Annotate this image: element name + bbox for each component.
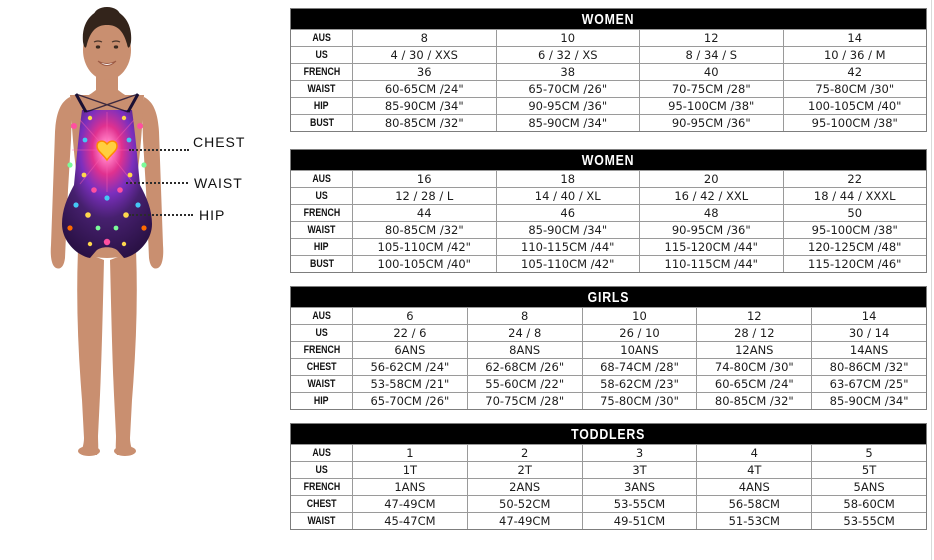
size-cell: 95-100CM /38" [811, 223, 898, 237]
table-row [291, 114, 926, 131]
size-cell: 36 [353, 64, 497, 80]
size-cell: 95-100CM /38" [640, 98, 784, 114]
size-cell: 50-52CM [468, 496, 583, 512]
table-row [291, 495, 926, 512]
right-leg [110, 250, 137, 455]
size-cell: 10 [497, 30, 641, 46]
size-cell: 18 / 44 / XXXL [813, 189, 896, 203]
row-label: AUS [291, 171, 353, 187]
size-cell: 40 [640, 64, 784, 80]
size-cell: 53-55CM [843, 514, 895, 528]
row-label: CHEST [291, 496, 353, 512]
row-label: FRENCH [291, 479, 353, 495]
size-cell: 65-70CM /26" [353, 393, 468, 409]
size-cell: 14 [847, 31, 863, 45]
table-title-bar [291, 424, 926, 444]
size-cell: 80-85CM /32" [353, 115, 497, 131]
size-table-women-0 [290, 8, 927, 132]
size-cell: 1T [353, 462, 468, 478]
size-cell: 80-85CM /32" [697, 393, 812, 409]
size-cell: 90-95CM /36" [497, 98, 641, 114]
row-label: US [291, 188, 353, 204]
size-cell: 90-95CM /36" [640, 222, 784, 238]
left-foot [78, 446, 100, 456]
size-cell: 50 [847, 206, 863, 220]
size-cell: 5 [865, 446, 873, 460]
waist-label: WAIST [194, 175, 243, 191]
size-cell: 65-70CM /26" [497, 81, 641, 97]
size-cell: 85-90CM /34" [829, 394, 909, 408]
size-cell: 26 / 10 [583, 325, 698, 341]
size-cell: 8 / 34 / S [640, 47, 784, 63]
size-table-toddlers-3 [290, 423, 927, 530]
size-cell: 105-110CM /42" [353, 239, 497, 255]
size-cell: 12 [640, 30, 784, 46]
size-cell: 16 [353, 171, 497, 187]
size-cell: 75-80CM /30" [815, 82, 895, 96]
size-cell: 95-100CM /38" [811, 116, 898, 130]
size-tables [290, 8, 927, 530]
right-eye-icon [114, 45, 118, 48]
size-cell: 10 [583, 308, 698, 324]
waist-leader-line [126, 182, 188, 184]
size-cell: 2 [468, 445, 583, 461]
size-cell: 42 [847, 65, 863, 79]
table-title-bar [291, 150, 926, 170]
row-label: WAIST [291, 222, 353, 238]
table-row [291, 392, 926, 409]
row-label: HIP [291, 239, 353, 255]
size-cell: 12 / 28 / L [353, 188, 497, 204]
chest-leader-line [129, 149, 189, 151]
row-label: AUS [291, 445, 353, 461]
row-label: BUST [291, 256, 353, 272]
model-illustration [0, 0, 290, 560]
model-figure-panel [0, 0, 290, 560]
row-label: BUST [291, 115, 353, 131]
size-cell: 4 [697, 445, 812, 461]
size-cell: 49-51CM [583, 513, 698, 529]
table-row [291, 97, 926, 114]
size-cell: 1 [353, 445, 468, 461]
left-eye-icon [96, 45, 100, 48]
size-cell: 80-85CM /32" [353, 222, 497, 238]
size-cell: 18 [497, 171, 641, 187]
table-row [291, 461, 926, 478]
left-leg [77, 250, 104, 455]
size-cell: 28 / 12 [697, 325, 812, 341]
size-cell: 38 [497, 64, 641, 80]
size-cell: 14 [861, 309, 877, 323]
table-row [291, 170, 926, 187]
table-row [291, 221, 926, 238]
size-cell: 3ANS [583, 479, 698, 495]
size-cell: 75-80CM /30" [583, 393, 698, 409]
size-cell: 24 / 8 [468, 325, 583, 341]
size-cell: 6 [353, 308, 468, 324]
size-cell: 44 [353, 205, 497, 221]
size-cell: 90-95CM /36" [640, 115, 784, 131]
size-cell: 63-67CM /25" [829, 377, 909, 391]
size-cell: 3 [583, 445, 698, 461]
size-cell: 53-58CM /21" [353, 376, 468, 392]
table-row [291, 307, 926, 324]
table-row [291, 324, 926, 341]
size-cell: 115-120CM /44" [640, 239, 784, 255]
size-cell: 5ANS [853, 480, 885, 494]
size-cell: 85-90CM /34" [353, 98, 497, 114]
hip-leader-line [129, 214, 193, 216]
table-title: GIRLS [587, 288, 630, 306]
size-cell: 85-90CM /34" [497, 222, 641, 238]
table-row [291, 478, 926, 495]
size-cell: 8 [468, 308, 583, 324]
table-row [291, 444, 926, 461]
size-cell: 110-115CM /44" [497, 239, 641, 255]
size-cell: 68-74CM /28" [583, 359, 698, 375]
table-title: TODDLERS [571, 425, 646, 443]
size-cell: 60-65CM /24" [697, 376, 812, 392]
size-cell: 8ANS [468, 342, 583, 358]
table-title-bar [291, 287, 926, 307]
table-row [291, 80, 926, 97]
size-cell: 100-105CM /40" [353, 256, 497, 272]
page-edge-divider [931, 0, 932, 560]
size-cell: 1ANS [353, 479, 468, 495]
size-cell: 47-49CM [353, 496, 468, 512]
size-cell: 4 / 30 / XXS [353, 47, 497, 63]
table-row [291, 341, 926, 358]
size-cell: 10 / 36 / M [823, 48, 886, 62]
size-cell: 22 / 6 [353, 325, 468, 341]
row-label: US [291, 47, 353, 63]
size-cell: 53-55CM [583, 496, 698, 512]
row-label: FRENCH [291, 64, 353, 80]
size-cell: 110-115CM /44" [640, 256, 784, 272]
table-row [291, 238, 926, 255]
size-table-girls-2 [290, 286, 927, 410]
size-cell: 3T [583, 462, 698, 478]
size-cell: 51-53CM [697, 513, 812, 529]
size-cell: 6 / 32 / XS [497, 47, 641, 63]
size-cell: 60-65CM /24" [353, 81, 497, 97]
row-label: HIP [291, 98, 353, 114]
size-cell: 48 [640, 205, 784, 221]
size-cell: 45-47CM [353, 513, 468, 529]
size-cell: 16 / 42 / XXL [640, 188, 784, 204]
table-row [291, 187, 926, 204]
hip-label: HIP [199, 207, 226, 223]
size-cell: 58-62CM /23" [583, 376, 698, 392]
row-label: FRENCH [291, 342, 353, 358]
row-label: WAIST [291, 513, 353, 529]
size-cell: 115-120CM /46" [808, 257, 902, 271]
size-cell: 100-105CM /40" [808, 99, 902, 113]
right-foot [114, 446, 136, 456]
row-label: WAIST [291, 376, 353, 392]
size-cell: 12ANS [697, 342, 812, 358]
row-label: FRENCH [291, 205, 353, 221]
size-cell: 47-49CM [468, 513, 583, 529]
row-label: US [291, 325, 353, 341]
row-label: AUS [291, 308, 353, 324]
table-row [291, 46, 926, 63]
size-cell: 6ANS [353, 342, 468, 358]
size-cell: 80-86CM /32" [829, 360, 909, 374]
row-label: US [291, 462, 353, 478]
size-cell: 14ANS [849, 343, 889, 357]
table-row [291, 255, 926, 272]
size-cell: 14 / 40 / XL [497, 188, 641, 204]
size-cell: 56-62CM /24" [353, 359, 468, 375]
size-cell: 56-58CM [697, 496, 812, 512]
table-title: WOMEN [582, 10, 635, 28]
chest-label: CHEST [193, 134, 246, 150]
size-cell: 22 [847, 172, 863, 186]
table-row [291, 204, 926, 221]
size-cell: 2ANS [468, 479, 583, 495]
size-cell: 4ANS [697, 479, 812, 495]
size-table-women-1 [290, 149, 927, 273]
size-cell: 105-110CM /42" [497, 256, 641, 272]
size-cell: 4T [697, 462, 812, 478]
size-cell: 12 [697, 308, 812, 324]
size-cell: 58-60CM [843, 497, 895, 511]
size-cell: 74-80CM /30" [697, 359, 812, 375]
row-label: AUS [291, 30, 353, 46]
size-cell: 85-90CM /34" [497, 115, 641, 131]
table-title-bar [291, 9, 926, 29]
size-cell: 2T [468, 462, 583, 478]
size-cell: 20 [640, 171, 784, 187]
size-cell: 8 [353, 30, 497, 46]
size-cell: 55-60CM /22" [468, 376, 583, 392]
size-cell: 46 [497, 205, 641, 221]
table-row [291, 375, 926, 392]
table-row [291, 63, 926, 80]
size-cell: 5T [861, 463, 877, 477]
size-cell: 10ANS [583, 342, 698, 358]
size-cell: 120-125CM /48" [808, 240, 902, 254]
size-cell: 70-75CM /28" [468, 393, 583, 409]
table-row [291, 512, 926, 529]
table-row [291, 29, 926, 46]
row-label: CHEST [291, 359, 353, 375]
table-title: WOMEN [582, 151, 635, 169]
size-cell: 62-68CM /26" [468, 359, 583, 375]
table-row [291, 358, 926, 375]
size-cell: 30 / 14 [848, 326, 890, 340]
row-label: WAIST [291, 81, 353, 97]
row-label: HIP [291, 393, 353, 409]
size-cell: 70-75CM /28" [640, 81, 784, 97]
